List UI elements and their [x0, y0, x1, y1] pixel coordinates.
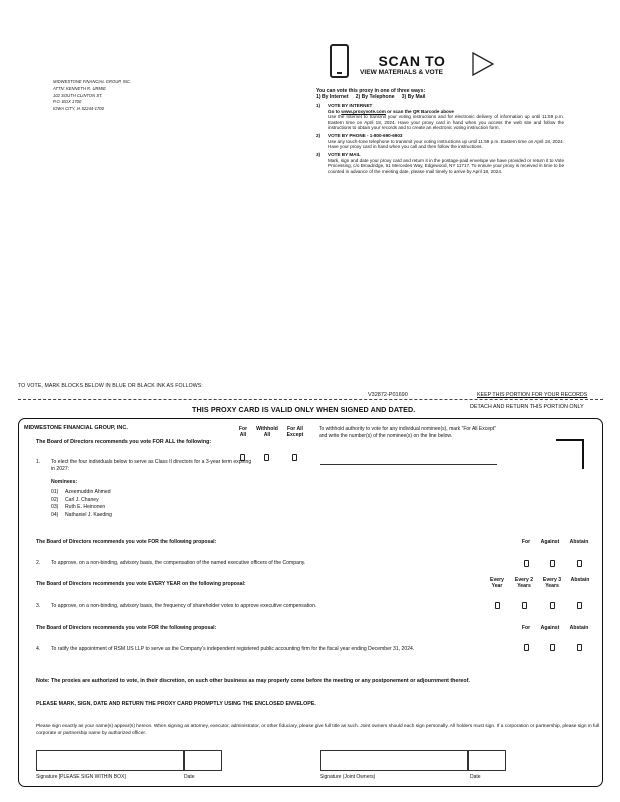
- nominee-number-line[interactable]: [320, 464, 497, 465]
- board-recommendation-1: The Board of Directors recommends you vote FOR ALL the following:: [36, 439, 212, 445]
- board-recommendation-2: The Board of Directors recommends you vote FOR the following proposal:: [36, 539, 217, 545]
- corner-mark: [582, 439, 584, 469]
- phone-icon: [330, 44, 349, 78]
- mark-sign-instruction: PLEASE MARK, SIGN, DATE AND RETURN THE PROXY CARD PROMPTLY USING THE ENCLOSED ENVELOPE.: [36, 701, 316, 707]
- internet-heading: VOTE BY INTERNET: [328, 103, 373, 108]
- col-every-year: Every Year: [490, 577, 504, 590]
- withhold-instructions: To withhold authority to vote for any individual nominee(s), mark "For All Except" and write the number(s) of the nominee(s) on the line below.: [319, 426, 496, 439]
- item3-every-year-checkbox[interactable]: [495, 602, 500, 609]
- signature-box[interactable]: [36, 750, 184, 771]
- item2-for-checkbox[interactable]: [524, 560, 529, 567]
- date-box[interactable]: [184, 750, 222, 771]
- col-every-2-years: Every 2 Years: [514, 577, 534, 590]
- item3-abstain-checkbox[interactable]: [577, 602, 582, 609]
- section-number: 2): [316, 133, 321, 139]
- internet-section: [316, 103, 564, 131]
- item-number: 2.: [36, 560, 41, 566]
- internet-goto: Go to www.proxyvote.com or scan the QR Barcode above: [328, 108, 454, 114]
- proxyvote-link[interactable]: www.proxyvote.com: [341, 108, 386, 114]
- list-item: 01) Azeemuddin Ahmed: [51, 489, 111, 495]
- col-for-all: For All: [238, 426, 248, 439]
- col-abstain: Abstain: [569, 539, 589, 545]
- col-for-all-except: For All Except: [286, 426, 304, 439]
- address-line: P.O. BOX 1700: [53, 99, 82, 105]
- item4-text: To ratify the appointment of RSM US LLP to serve as the Company's independent registered public accounting firm for the fiscal year ending December 31, 2024.: [51, 646, 415, 652]
- return-address: [53, 79, 131, 113]
- address-line: ATTN: KENNETH R. URMIE: [53, 85, 106, 91]
- mail-body: Mark, sign and date your proxy card and return it in the postage-paid envelope we have provided or return it to Vote Processing, c/o Broadridge, 51 Mercedes Way, Edgewood, NY 11717. To ensure your proxy is received in time to be counted in advance of the meeting date, please mail timely to arrive by April 18, 2024.: [328, 157, 564, 174]
- play-arrow-icon: [471, 51, 495, 77]
- item1-text: To elect the four individuals below to serve as Class II directors for a 3-year term expiring in 2027:: [51, 459, 252, 472]
- mail-section: [316, 152, 564, 174]
- col-every-3-years: Every 3 Years: [542, 577, 562, 590]
- item4-abstain-checkbox[interactable]: [577, 644, 582, 651]
- col-for: For: [521, 625, 531, 631]
- item4-against-checkbox[interactable]: [550, 644, 555, 651]
- nominees-label: Nominees:: [51, 479, 78, 485]
- date-label: Date: [184, 774, 195, 780]
- item4-for-checkbox[interactable]: [524, 644, 529, 651]
- item-number: 3.: [36, 603, 41, 609]
- detach-label: DETACH AND RETURN THIS PORTION ONLY: [470, 404, 584, 410]
- joint-date-box[interactable]: [468, 750, 506, 771]
- col-withhold-all: Withhold All: [256, 426, 278, 439]
- proxy-note: Note: The proxies are authorized to vote, in their discretion, on such other business as may properly come before the meeting or any postponement or adjournment thereof.: [36, 678, 470, 684]
- joint-date-label: Date: [470, 774, 481, 780]
- card-company: MIDWESTONE FINANCIAL GROUP, INC.: [24, 425, 128, 431]
- section-number: 1): [316, 103, 321, 108]
- item2-text: To approve, on a non-binding, advisory basis, the compensation of the named executive officers of the Company.: [51, 560, 306, 566]
- withhold-all-checkbox[interactable]: [264, 454, 269, 461]
- item-number: 4.: [36, 646, 41, 652]
- corner-mark: [556, 439, 583, 441]
- item-number: 1.: [36, 459, 41, 465]
- control-number: V32872-P01690: [368, 392, 408, 398]
- board-recommendation-3: The Board of Directors recommends you vote EVERY YEAR on the following proposal:: [36, 581, 246, 587]
- mail-heading: VOTE BY MAIL: [328, 152, 361, 158]
- col-abstain: Abstain: [569, 625, 589, 631]
- board-recommendation-4: The Board of Directors recommends you vote FOR the following proposal:: [36, 625, 217, 631]
- item3-every-3-years-checkbox[interactable]: [550, 602, 555, 609]
- voting-ways: [316, 88, 425, 101]
- perforation-line: [18, 399, 603, 400]
- phone-section: [316, 133, 564, 150]
- address-line: MIDWESTONE FINANCIAL GROUP, INC.: [53, 79, 132, 84]
- list-item: 02) Carl J. Chaney: [51, 496, 99, 503]
- address-line: IOWA CITY, IA 52244-1700: [53, 106, 104, 112]
- list-item: 04) Nathaniel J. Kaeding: [51, 511, 113, 518]
- phone-body: Use any touch-tone telephone to transmit your voting instructions up until 11:59 p.m. Eastern time on April 18, 2024. Have your proxy card in hand when you call and then follow the instructions.: [328, 138, 564, 150]
- col-against: Against: [540, 625, 560, 631]
- to-vote-instruction: TO VOTE, MARK BLOCKS BELOW IN BLUE OR BLACK INK AS FOLLOWS:: [18, 383, 203, 389]
- voting-instructions: [316, 103, 564, 177]
- item3-every-2-years-checkbox[interactable]: [522, 602, 527, 609]
- voting-intro: You can vote this proxy in one of three ways:: [316, 88, 426, 94]
- col-abstain: Abstain: [570, 577, 590, 583]
- col-for: For: [521, 539, 531, 545]
- item2-against-checkbox[interactable]: [550, 560, 555, 567]
- scan-title: SCAN TO: [378, 53, 446, 69]
- nominees-list: [51, 489, 112, 519]
- for-all-except-checkbox[interactable]: [292, 454, 297, 461]
- section-number: 3): [316, 152, 321, 158]
- signing-instructions: Please sign exactly as your name(s) appear(s) hereon. When signing as attorney, executor, administrator, or other fiduciary, please give full title as such. Joint owners should each sign personally. All holders must sign. If a corporation or partnership, please sign in full corporate or partnership name by authorized officer.: [36, 724, 600, 736]
- joint-signature-label: Signature (Joint Owners): [320, 774, 376, 780]
- list-item: 03) Ruth E. Heinonen: [51, 504, 106, 511]
- address-line: 102 SOUTH CLINTON ST.: [53, 92, 103, 98]
- valid-notice: THIS PROXY CARD IS VALID ONLY WHEN SIGNED AND DATED.: [192, 405, 416, 414]
- col-against: Against: [540, 539, 560, 545]
- phone-heading: VOTE BY PHONE - 1-800-690-6903: [328, 133, 403, 139]
- voting-ways-list: 1) By Internet 2) By Telephone 3) By Mail: [316, 94, 426, 101]
- item3-text: To approve, on a non-binding, advisory basis, the frequency of shareholder votes to approve executive compensation.: [51, 603, 317, 609]
- scan-subtitle: VIEW MATERIALS & VOTE: [360, 69, 444, 76]
- signature-label: Signature [PLEASE SIGN WITHIN BOX]: [36, 774, 126, 780]
- keep-portion-label: KEEP THIS PORTION FOR YOUR RECORDS: [477, 392, 588, 398]
- joint-signature-box[interactable]: [320, 750, 468, 771]
- internet-body: Use the Internet to transmit your voting instructions and for electronic delivery of information up until 11:59 p.m. Eastern time on April 18, 2024. Have your proxy card in hand when you access the web site and follow the instructions to obtain your records and to create an electronic voting instruction form.: [328, 114, 564, 131]
- item2-abstain-checkbox[interactable]: [577, 560, 582, 567]
